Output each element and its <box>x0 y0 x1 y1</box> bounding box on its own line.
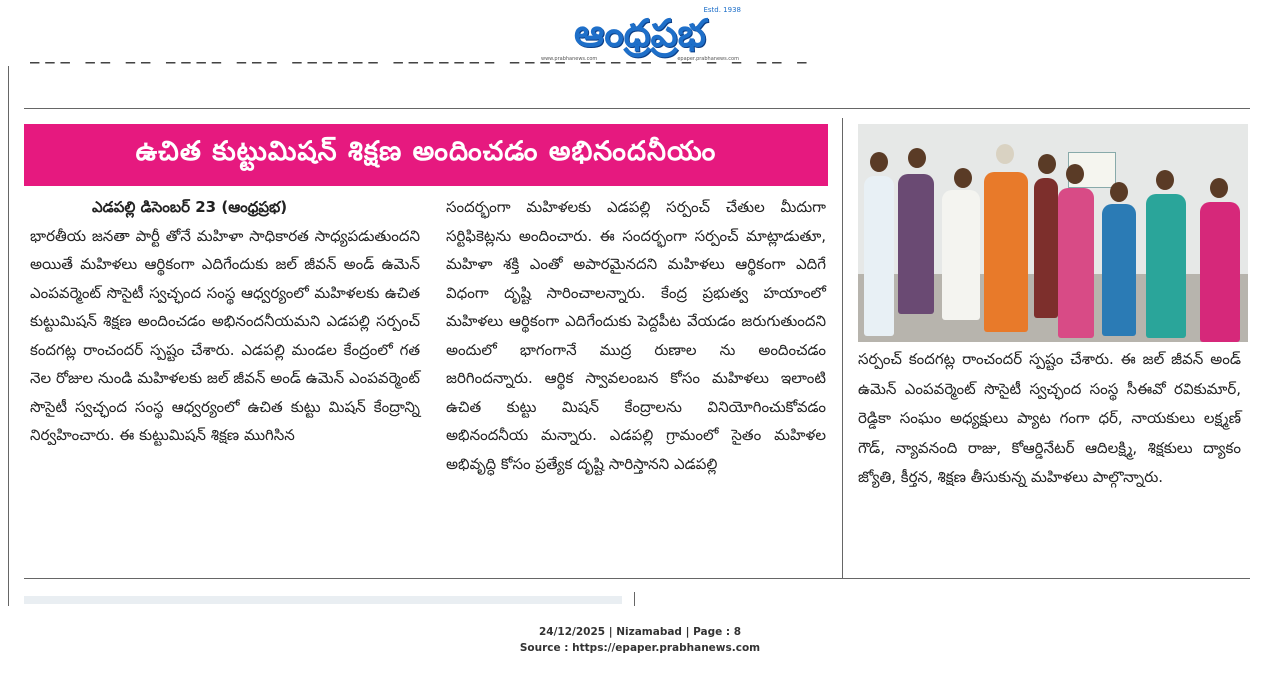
article-column-3 <box>858 345 1241 493</box>
next-article-bar <box>24 596 622 604</box>
top-divider <box>24 108 1250 109</box>
article-column-2 <box>446 193 826 478</box>
logo-text: ఆంధ్రప్రభ <box>574 11 706 55</box>
headline-text: ఉచిత కుట్టుమిషన్ శిక్షణ అందించడం అభినందనీయం <box>135 136 717 167</box>
footer-source: Source : https://epaper.prabhanews.com <box>519 642 761 654</box>
column-divider <box>842 118 843 578</box>
bottom-divider <box>24 578 1250 579</box>
masthead-logo <box>535 6 745 62</box>
column-1-text: భారతీయ జనతా పార్టీ తోనే మహిళా సాధికారత సాధ్యపడుతుందని అయితే మహిళలు ఆర్థికంగా ఎదిగేందుకు జల్ జీవన్ అండ్ ఉమెన్ ఎంపవర్మెంట్ సొసైటీ స్వచ్ఛంద సంస్థ ఆధ్వర్యంలో మహిళలకు ఉచిత కుట్టుమిషన్ శిక్షణ అందించడం అభినందనీయమని ఎడపల్లి సర్పంచ్ కందగట్ల రాంచందర్ స్పష్టం చేశారు. ఎడపల్లి మండల కేంద్రంలో గత నెల రోజుల నుండి మహిళలకు జల్ జీవన్ అండ్ ఉమెన్ ఎంపవర్మెంట్ సొసైటీ స్వచ్ఛంద సంస్థ ఆధ్వర్యంలో ఉచిత కుట్టు మిషన్ కేంద్రాన్ని నిర్వహించారు. ఈ కుట్టుమిషన్ శిక్షణ ముగిసిన <box>30 226 420 444</box>
footer-date-edition: 24/12/2025 | Nizamabad | Page : 8 <box>538 626 742 638</box>
article-column-1 <box>30 193 420 450</box>
logo-url-right: epaper.prabhanews.com <box>677 56 739 62</box>
left-border <box>8 66 9 606</box>
column-2-text: సందర్భంగా మహిళలకు ఎడపల్లి సర్పంచ్ చేతుల మీదుగా సర్టిఫికెట్లను అందించారు. ఈ సందర్భంగా సర్పంచ్ మాట్లాడుతూ, మహిళా శక్తి ఎంతో అపారమైనదని మహిళలు ఆర్థికంగా ఎదిగే విధంగా దృష్టి సారించాలన్నారు. కేంద్ర ప్రభుత్వ హయాంలో మహిళలు ఆర్థికంగా ఎదిగేందుకు పెద్దపీట వేయడం జరుగుతుందని అందులో భాగంగానే ముద్ర రుణాల ను అందించడం జరిగిందన్నారు. ఆర్థిక స్వావలంబన కోసం మహిళలు ఇలాంటి ఉచిత కుట్టు మిషన్ కేంద్రాలను వినియోగించుకోవడం అభినందనీయ మన్నారు. ఎడపల్లి గ్రామంలో సైతం మహిళల అభివృద్ధి కోసం ప్రత్యేక దృష్టి సారిస్తానని ఎడపల్లి <box>446 198 826 473</box>
logo-url-left: www.prabhanews.com <box>541 56 598 62</box>
article-photo <box>858 124 1248 342</box>
cutoff-text-line: ▔▔▔ ▔▔ ▔▔ ▔▔▔▔ ▔▔▔ ▔▔▔▔▔▔ ▔▔▔▔▔▔▔ ▔▔▔▔ ▔▔▔▔▔ ▔▔ ▔ ▔ ▔▔ ▔ <box>30 62 813 76</box>
article-headline <box>24 124 828 186</box>
small-divider <box>634 592 635 606</box>
dateline: ఎడపల్లి డిసెంబర్ 23 (ఆంధ్రప్రభ) <box>92 198 288 216</box>
page-footer <box>0 624 1280 656</box>
estd-label: Estd. 1938 <box>703 6 741 14</box>
column-3-text: సర్పంచ్ కందగట్ల రాంచందర్ స్పష్టం చేశారు. ఈ జల్ జీవన్ అండ్ ఉమెన్ ఎంపవర్మెంట్ సొసైటీ స్వచ్ఛంద సంస్థ సీఈవో రవికుమార్, రెడ్డికా సంఘం అధ్యక్షులు ప్యాట గంగా ధర్, నాయకులు లక్ష్మణ్ గౌడ్, న్యావనంది రాజు, కోఆర్డినేటర్ ఆదిలక్ష్మి, శిక్షకులు ద్యాకం జ్యోతి, కీర్తన, శిక్షణ తీసుకున్న మహిళలు పాల్గొన్నారు. <box>858 350 1241 486</box>
